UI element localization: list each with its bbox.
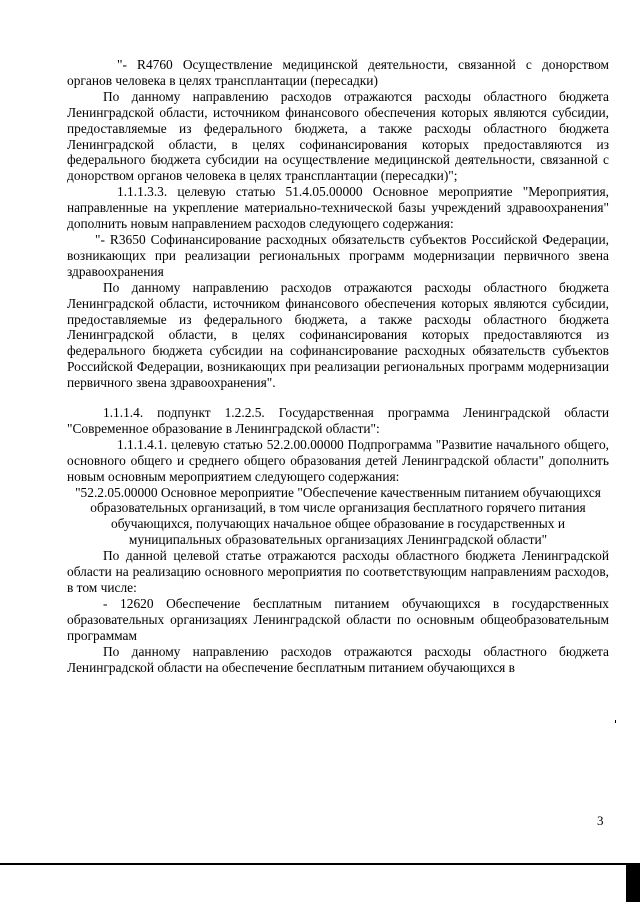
page-number: 3 bbox=[597, 813, 604, 828]
paragraph: "- R4760 Осуществление медицинской деятельности, связанной с донорством органов человека в целях трансплантации (пересадки) bbox=[67, 57, 609, 88]
paragraph: 1.1.1.4. подпункт 1.2.2.5. Государственная программа Ленинградской области "Современное образование в Ленинградской области": bbox=[67, 405, 609, 436]
paragraph: По данной целевой статье отражаются расходы областного бюджета Ленинградской области на реализацию основного мероприятия по соответствующим направлениям расходов, в том числе: bbox=[67, 548, 609, 595]
paragraph: По данному направлению расходов отражаются расходы областного бюджета Ленинградской области, источником финансового обеспечения которых являются субсидии, предоставляемые из федерального бюджета, а также расходы областного бюджета Ленинградской области, в целях софинансирования которых предоставляются из федерального бюджета субсидии на софинансирование расходных обязательств субъектов Российской Федерации, возникающих при реализации региональных программ модернизации первичного звена здравоохранения". bbox=[67, 279, 609, 391]
scan-speck bbox=[615, 720, 616, 723]
paragraph: По данному направлению расходов отражаются расходы областного бюджета Ленинградской области на обеспечение бесплатным питанием обучающихся в bbox=[67, 643, 609, 675]
scan-bottom-border bbox=[0, 863, 640, 865]
scan-edge-shadow bbox=[626, 865, 640, 902]
paragraph: - 12620 Обеспечение бесплатным питанием обучающихся в государственных образовательных организациях Ленинградской области по основным общеобразовательным программам bbox=[67, 595, 609, 643]
paragraph: 1.1.1.4.1. целевую статью 52.2.00.00000 Подпрограмма "Развитие начального общего, основного общего и среднего общего образования детей Ленинградской области" дополнить новым основным мероприятием следующего содержания: bbox=[67, 436, 609, 484]
paragraph: 1.1.1.3.3. целевую статью 51.4.05.00000 Основное мероприятие "Мероприятия, направленные на укрепление материально-технической базы учреждений здравоохранения" дополнить новым направлением расходов следующего содержания: bbox=[67, 184, 609, 232]
document-body bbox=[67, 57, 609, 675]
scan-bottom-margin bbox=[0, 865, 640, 902]
paragraph: По данному направлению расходов отражаются расходы областного бюджета Ленинградской области, источником финансового обеспечения которых являются субсидии, предоставляемые из федерального бюджета, а также расходы областного бюджета Ленинградской области, в целях софинансирования которых предоставляются из федерального бюджета субсидии на осуществление медицинской деятельности, связанной с донорством органов человека в целях трансплантации (пересадки)"; bbox=[67, 88, 609, 184]
paragraph: "- R3650 Софинансирование расходных обязательств субъектов Российской Федерации, возникающих при реализации региональных программ модернизации первичного звена здравоохранения bbox=[67, 231, 609, 279]
paragraph: "52.2.05.00000 Основное мероприятие "Обеспечение качественным питанием обучающихся образовательных организаций, в том числе организация бесплатного горячего питания обучающихся, получающих начальное общее образование в государственных и муниципальных образовательных организациях Ленинградской области" bbox=[75, 484, 601, 548]
